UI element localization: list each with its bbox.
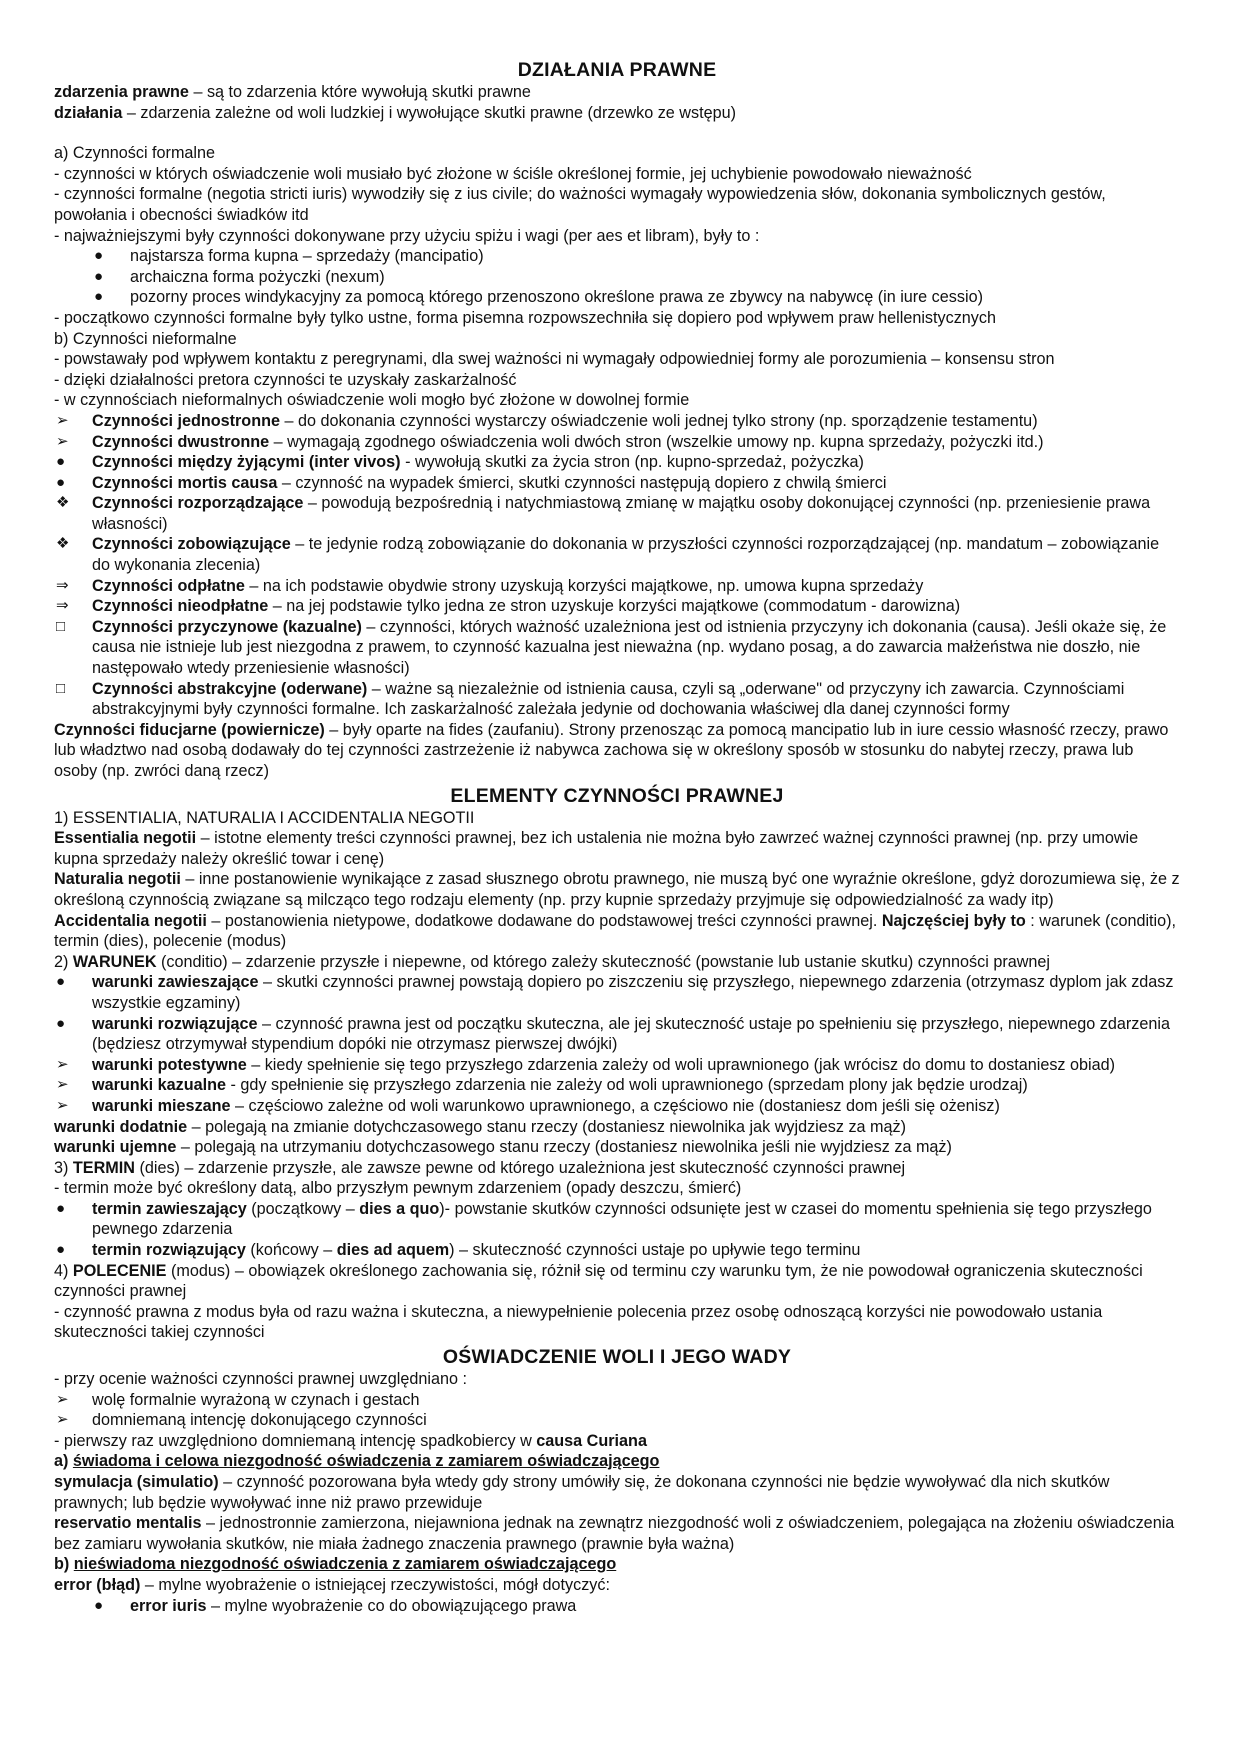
def-accidentalia: Accidentalia negotii – postanowienia nietypowe, dodatkowe dodawane do podstawowej treści czynności prawnej. Najczęściej były to : warunek (conditio), termin (dies), polecenie (modus) <box>54 911 1177 951</box>
arrow-bullet-icon: ➢ <box>56 1411 69 1429</box>
list-item: ❖ Czynności rozporządzające – powodują bezpośrednią i natychmiastową zmianę w majątku osoby dokonującej czynności (np. przeniesienie prawa własności) <box>56 494 1151 533</box>
def-reservatio: reservatio mentalis – jednostronnie zamierzona, niejawniona jednak na zewnątrz niezgodność woli z oświadczeniem, polegająca na złożeniu oświadczenia bez zamiaru wywołania skutków, nie miała żadnego znaczenia prawnego (prawnie była ważna) <box>54 1514 1175 1553</box>
section-title-oswiadczenie: OŚWIADCZENIE WOLI I JEGO WADY <box>442 1346 792 1369</box>
text-line: - najważniejszymi były czynności dokonywane przy użyciu spiżu i wagi (per aes et libram), były to : <box>54 226 760 245</box>
list-item: ⇒ Czynności odpłatne – na ich podstawie obydwie strony uzyskują korzyści majątkowe, np. umowa kupna sprzedaży <box>56 576 924 595</box>
bullet-dot-icon: ● <box>94 1596 104 1614</box>
text-line: - przy ocenie ważności czynności prawnej uwzględniano : <box>54 1370 467 1389</box>
bullet-dot-icon: ● <box>94 267 104 285</box>
arrow-bullet-icon: ➢ <box>56 432 69 450</box>
text-line: - czynności w których oświadczenie woli musiało być złożone w ściśle określonej formie, jej uchybienie powodowało nieważność <box>54 164 972 183</box>
heading-swiadoma: a) świadoma i celowa niezgodność oświadczenia z zamiarem oświadczającego <box>54 1452 660 1471</box>
text-line: - czynność prawna z modus była od razu ważna i skuteczna, a niewypełnienie polecenia przez osobę odnoszącą korzyści nie powodowało ustania skuteczności takiej czynności <box>54 1302 1103 1342</box>
heading-nieformalne: b) Czynności nieformalne <box>54 329 237 348</box>
heading-warunek: 2) WARUNEK (conditio) – zdarzenie przyszłe i niepewne, od którego zależy skuteczność (powstanie lub ustanie skutku) czynności prawnej <box>54 952 1051 971</box>
text-line: - dzięki działalności pretora czynności te uzyskały zaskarżalność <box>54 370 517 389</box>
list-item: ● warunki rozwiązujące – czynność prawna jest od początku skuteczna, ale jej skuteczność ustaje po spełnieniu się przyszłego, niepewnego zdarzenia (będziesz otrzymywał stypendium dopóki nie otrzymasz pierwszej dwójki) <box>56 1014 1170 1054</box>
arrow-bullet-icon: ➢ <box>56 1055 69 1073</box>
text-line: - termin może być określony datą, albo przyszłym pewnym zdarzeniem (opady deszczu, śmierć) <box>54 1179 742 1198</box>
bullet-dot-icon: ● <box>56 1199 66 1217</box>
list-wola <box>54 1390 1180 1431</box>
term: zdarzenia prawne <box>54 83 189 101</box>
list-formalne <box>54 246 1180 308</box>
list-item: ➢ warunki kazualne - gdy spełnienie się przyszłego zdarzenia nie zależy od woli uprawnionego (sprzedam plony jak będzie urodzaj) <box>56 1076 1028 1095</box>
square-bullet-icon: □ <box>56 617 66 635</box>
def-zdarzenia <box>54 82 1180 103</box>
text-line: - pierwszy raz uwzględniono domniemaną intencję spadkobiercy w causa Curiana <box>54 1431 647 1450</box>
arrow-bullet-icon: ➢ <box>56 1096 69 1114</box>
bullet-dot-icon: ● <box>94 288 104 306</box>
bullet-dot-icon: ● <box>56 453 66 471</box>
term: działania <box>54 103 123 122</box>
def-naturalia: Naturalia negotii – inne postanowienie wynikające z zasad słusznego obrotu prawnego, nie muszą być one wyraźnie określone, gdyż dorozumiewa się, że z określoną czynnością związane są milcząco tego rodzaju elementy (np. przy kupnie sprzedaży przyjmuje się odpowiedzialność za wady itp) <box>54 870 1180 909</box>
list-types <box>54 411 1180 720</box>
def-text: – zdarzenia zależne od woli ludzkiej i wywołujące skutki prawne (drzewko ze wstępu) <box>122 103 736 122</box>
list-item: ⇒ Czynności nieodpłatne – na jej podstawie tylko jedna ze stron uzyskuje korzyści majątkowe (commodatum - darowizna) <box>56 597 961 616</box>
list-item: ➢ domniemaną intencję dokonującego czynności <box>56 1411 427 1430</box>
list-item: ➢ warunki mieszane – częściowo zależne od woli warunkowo uprawnionego, a częściowo nie (dostaniesz dom jeśli się ożenisz) <box>56 1096 1000 1115</box>
heading-polecenie: 4) POLECENIE (modus) – obowiązek określonego zachowania się, różnił się od terminu czy warunku tym, że nie powodował ograniczenia skuteczności czynności prawnej <box>54 1261 1143 1301</box>
list-termin <box>54 1199 1180 1261</box>
diamond-bullet-icon: ❖ <box>56 494 70 512</box>
heading-termin: 3) TERMIN (dies) – zdarzenie przyszłe, ale zawsze pewne od którego uzależniona jest skuteczność czynności prawnej <box>54 1158 906 1177</box>
def-error: error (błąd) – mylne wyobrażenie o istniejącej rzeczywistości, mógł dotyczyć: <box>54 1575 610 1594</box>
list-item: ➢ warunki potestywne – kiedy spełnienie się tego przyszłego zdarzenia zależy od woli uprawnionego (jak wrócisz do domu to dostaniesz obiad) <box>56 1055 1116 1074</box>
double-arrow-bullet-icon: ⇒ <box>56 576 69 594</box>
diamond-bullet-icon: ❖ <box>56 535 70 553</box>
arrow-bullet-icon: ➢ <box>56 411 69 429</box>
list-item: ● error iuris – mylne wyobrażenie co do obowiązującego prawa <box>94 1596 577 1615</box>
section-title-elementy: ELEMENTY CZYNNOŚCI PRAWNEJ <box>450 784 784 807</box>
def-dodatnie: warunki dodatnie – polegają na zmianie dotychczasowego stanu rzeczy (dostaniesz niewolnika jak wyjdziesz za mąż) <box>54 1117 907 1136</box>
def-dzialania <box>54 103 1180 124</box>
text-line: - w czynnościach nieformalnych oświadczenie woli mogło być złożone w dowolnej formie <box>54 391 690 410</box>
def-fiducjarne: Czynności fiducjarne (powiernicze) – były oparte na fides (zaufaniu). Strony przenosząc za pomocą mancipatio lub in iure cessio własność rzeczy, prawo lub władztwo nad osobą dodawały do tej czynności zastrzeżenie iż nabywca zachowa się w określony sposób w stosunku do nabytej rzeczy, prawa lub osoby (np. zwróci daną rzecz) <box>54 720 1169 780</box>
heading-formalne: a) Czynności formalne <box>54 144 216 163</box>
list-item: ● pozorny proces windykacyjny za pomocą którego przenoszono określone prawa ze zbywcy na nabywcę (in iure cessio) <box>94 288 983 307</box>
arrow-bullet-icon: ➢ <box>56 1390 69 1408</box>
def-ujemne: warunki ujemne – polegają na utrzymaniu dotychczasowego stanu rzeczy (dostaniesz niewolnika jeśli nie wyjdziesz za mąż) <box>54 1138 952 1157</box>
list-item: ❖ Czynności zobowiązujące – te jedynie rodzą zobowiązanie do dokonania w przyszłości czynności rozporządzającej (np. mandatum – zobowiązanie do wykonania zlecenia) <box>56 535 1160 575</box>
section-title-dzialania: DZIAŁANIA PRAWNE <box>517 59 717 81</box>
bullet-dot-icon: ● <box>56 1014 66 1032</box>
heading-nieswiadoma: b) nieświadoma niezgodność oświadczenia z zamiarem oświadczającego <box>54 1555 617 1574</box>
list-item: ● archaiczna forma pożyczki (nexum) <box>94 267 385 286</box>
bullet-dot-icon: ● <box>56 473 66 491</box>
bullet-dot-icon: ● <box>56 973 66 991</box>
list-item: ➢ wolę formalnie wyrażoną w czynach i gestach <box>56 1390 420 1409</box>
def-text: – są to zdarzenia które wywołują skutki prawne <box>188 83 531 101</box>
text-line: - początkowo czynności formalne były tylko ustne, forma pisemna rozpowszechniła się dopiero pod wpływem praw hellenistycznych <box>54 308 996 327</box>
def-symulacja: symulacja (simulatio) – czynność pozorowana była wtedy gdy strony umówiły się, że dokonana czynności nie będzie wywoływać dla nich skutków prawnych; lub będzie wywoływać inne niż prawo przewiduje <box>54 1473 1110 1512</box>
bullet-dot-icon: ● <box>94 247 104 265</box>
list-item: ● najstarsza forma kupna – sprzedaży (mancipatio) <box>94 247 484 266</box>
text-line: - czynności formalne (negotia stricti iuris) wywodziły się z ius civile; do ważności wymagały wypowiedzenia słów, dokonania symbolicznych gestów, powołania i obecności świadków itd <box>54 185 1106 224</box>
list-item: ● termin rozwiązujący (końcowy – dies ad aquem) – skuteczność czynności ustaje po upływie tego terminu <box>56 1241 861 1260</box>
list-item: ● Czynności mortis causa – czynność na wypadek śmierci, skutki czynności następują dopiero z chwilą śmierci <box>56 473 887 492</box>
list-item: □ Czynności przyczynowe (kazualne) – czynności, których ważność uzależniona jest od istnienia przyczyny ich dokonania (causa). Jeśli okaże się, że causa nie istnieje lub jest niezgodna z prawem, to czynność kazualna jest nieważna (np. wydano posag, a do zawarcia małżeństwa nie doszło, nie następowało wtedy przeniesienie własności) <box>56 617 1167 678</box>
list-item: ● termin zawieszający (początkowy – dies a quo)- powstanie skutków czynności odsunięte jest w czasei do momentu spełnienia się tego przyszłego pewnego zdarzenia <box>56 1199 1152 1239</box>
arrow-bullet-icon: ➢ <box>56 1076 69 1094</box>
list-item: ➢ Czynności dwustronne – wymagają zgodnego oświadczenia woli dwóch stron (wszelkie umowy np. kupna sprzedaży, pożyczki itd.) <box>56 432 1044 451</box>
spacer <box>54 123 1180 143</box>
list-error <box>54 1596 1180 1617</box>
def-essentialia: Essentialia negotii – istotne elementy treści czynności prawnej, bez ich ustalenia nie można było zawrzeć ważnej czynności prawnej (np. przy umowie kupna sprzedaży należy określić towar i cenę) <box>54 829 1139 868</box>
list-item: □ Czynności abstrakcyjne (oderwane) – ważne są niezależnie od istnienia causa, czyli są „oderwane" od przyczyny ich zawarcia. Czynnościami abstrakcyjnymi były czynności formalne. Ich zaskarżalność zależała jedynie od dochowania właściwej dla danej czynności formy <box>56 679 1125 719</box>
list-warunki <box>54 972 1180 1116</box>
text-line: - powstawały pod wpływem kontaktu z peregrynami, dla swej ważności ni wymagały odpowiedniej formy ale porozumienia – konsensu stron <box>54 350 1055 369</box>
list-item: ➢ Czynności jednostronne – do dokonania czynności wystarczy oświadczenie woli jednej tylko strony (np. sporządzenie testamentu) <box>56 411 1038 430</box>
bullet-dot-icon: ● <box>56 1241 66 1259</box>
list-item: ● Czynności między żyjącymi (inter vivos) - wywołują skutki za życia stron (np. kupno-sprzedaż, pożyczka) <box>56 453 864 472</box>
list-item: ● warunki zawieszające – skutki czynności prawnej powstają dopiero po ziszczeniu się przyszłego, niepewnego zdarzenia (otrzymasz dyplom jak zdasz wszystkie egzaminy) <box>56 973 1174 1012</box>
double-arrow-bullet-icon: ⇒ <box>56 597 69 615</box>
heading-essentialia: 1) ESSENTIALIA, NATURALIA I ACCIDENTALIA NEGOTII <box>54 808 475 827</box>
square-bullet-icon: □ <box>56 679 66 697</box>
